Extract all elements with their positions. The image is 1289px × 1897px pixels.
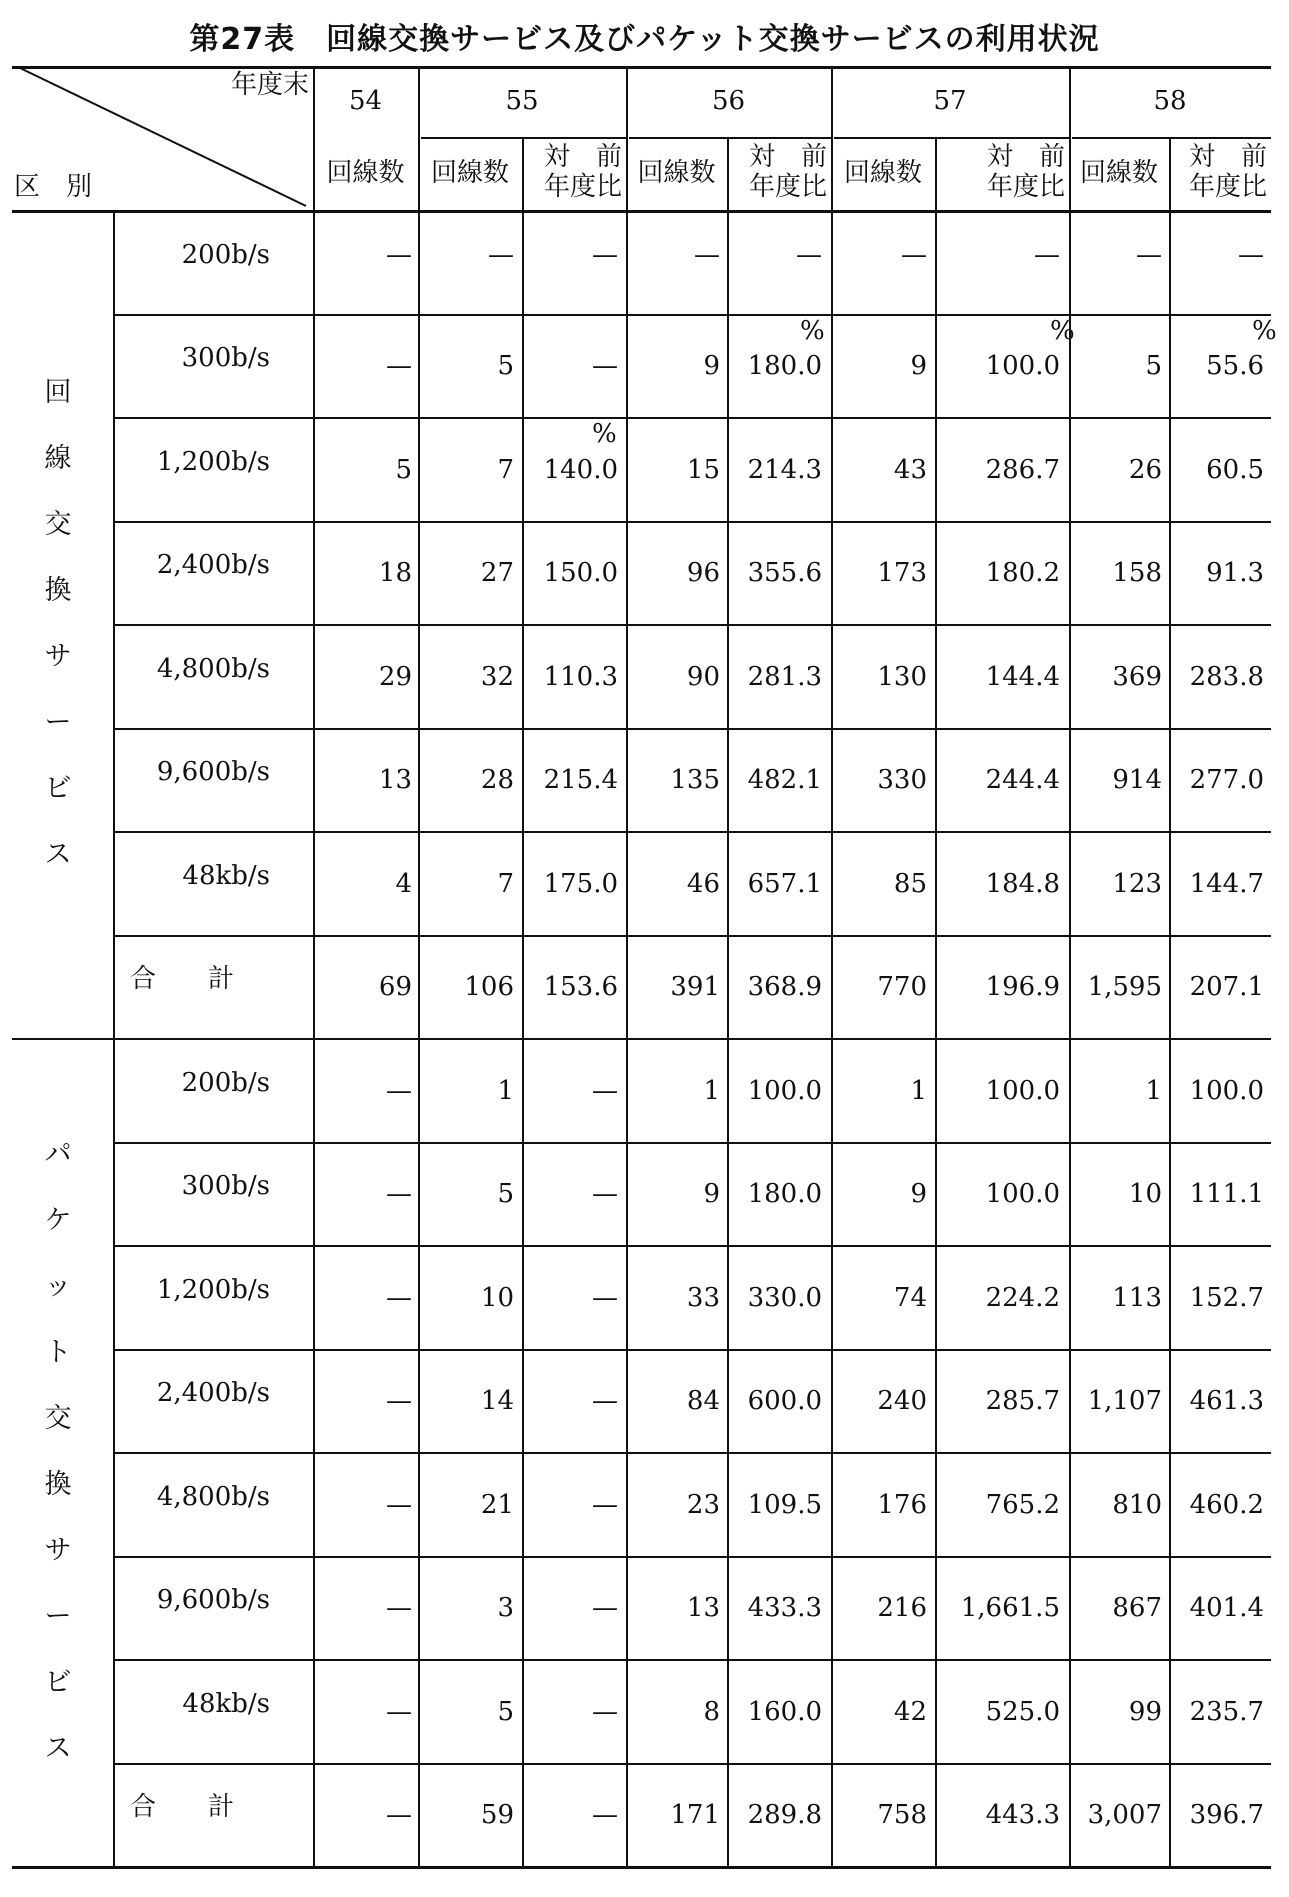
value-lines: 10 (480, 1282, 514, 1313)
value-ratio: 277.0 (1189, 765, 1264, 796)
value-ratio: 244.4 (985, 765, 1060, 796)
value-ratio: 525.0 (985, 1696, 1060, 1727)
empty-value-dash: — (901, 239, 927, 270)
value-lines: 369 (1112, 661, 1162, 692)
empty-value-dash: — (386, 239, 412, 270)
value-lines: 9 (910, 351, 927, 382)
value-ratio: 286.7 (985, 454, 1060, 485)
value-lines: 1 (703, 1075, 720, 1106)
empty-value-dash: — (386, 351, 412, 382)
section-label-char: ビ (44, 1667, 72, 1698)
column-header-ratio-bottom: 年度比 (543, 172, 622, 202)
corner-label-category: 区 別 (14, 172, 93, 202)
column-header-ratio-top: 対 前 (1188, 142, 1267, 172)
row-label-speed: 4,800b/s (156, 653, 270, 684)
value-lines: 240 (877, 1386, 927, 1417)
empty-value-dash: — (1136, 239, 1162, 270)
empty-value-dash: — (1034, 239, 1060, 270)
row-label-speed: 2,400b/s (156, 550, 270, 581)
value-lines: 5 (497, 1696, 514, 1727)
value-lines: 1 (1145, 1075, 1162, 1106)
value-lines: 158 (1112, 558, 1162, 589)
row-rule (113, 1452, 1271, 1454)
value-ratio: 150.0 (543, 558, 618, 589)
value-lines: 5 (1145, 351, 1162, 382)
value-lines: 23 (686, 1489, 720, 1520)
value-lines: 21 (480, 1489, 514, 1520)
value-lines: 113 (1112, 1282, 1162, 1313)
year-header: 56 (711, 86, 746, 116)
value-lines: 770 (877, 972, 927, 1003)
empty-value-dash: — (592, 1800, 618, 1831)
value-ratio: 184.8 (985, 868, 1060, 899)
corner-diagonal (0, 0, 1289, 260)
year-header: 55 (505, 86, 539, 116)
empty-value-dash: — (386, 1696, 412, 1727)
value-ratio: 215.4 (543, 765, 618, 796)
empty-value-dash: — (488, 239, 514, 270)
section-label-char: 交 (44, 509, 72, 540)
empty-value-dash: — (592, 1696, 618, 1727)
row-label-total: 合 計 (130, 1792, 235, 1823)
value-ratio: 283.8 (1189, 661, 1264, 692)
empty-value-dash: — (386, 1075, 412, 1106)
value-ratio: 109.5 (747, 1489, 822, 1520)
row-label-speed: 1,200b/s (156, 446, 270, 477)
value-ratio: 160.0 (747, 1696, 822, 1727)
value-lines: 135 (670, 765, 720, 796)
column-header-lines: 回線数 (430, 158, 509, 188)
empty-value-dash: — (386, 1282, 412, 1313)
value-ratio: 600.0 (747, 1386, 822, 1417)
year-header: 58 (1153, 86, 1187, 116)
value-ratio: 180.0 (747, 351, 822, 382)
value-ratio: 482.1 (747, 765, 822, 796)
value-lines: 914 (1112, 765, 1162, 796)
row-label-speed: 200b/s (181, 239, 270, 270)
section-label-char: ケ (44, 1205, 72, 1236)
row-rule (113, 1245, 1271, 1247)
value-lines: 59 (480, 1800, 514, 1831)
year-header: 57 (933, 86, 967, 116)
value-ratio: 100.0 (747, 1075, 822, 1106)
value-ratio: 214.3 (747, 454, 822, 485)
value-ratio: 100.0 (985, 1179, 1060, 1210)
row-label-speed: 200b/s (181, 1067, 270, 1098)
value-lines: 867 (1112, 1593, 1162, 1624)
value-lines: 32 (480, 661, 514, 692)
row-label-speed: 48kb/s (182, 1688, 270, 1719)
section-label-packet-switching (38, 1122, 78, 1782)
value-lines: 7 (497, 454, 514, 485)
column-header-ratio-top: 対 前 (986, 142, 1065, 172)
value-ratio: 100.0 (1189, 1075, 1264, 1106)
value-ratio: 140.0 (543, 454, 618, 485)
value-lines: 758 (877, 1800, 927, 1831)
value-ratio: 657.1 (747, 868, 822, 899)
empty-value-dash: — (1238, 239, 1264, 270)
value-ratio: 153.6 (543, 972, 618, 1003)
value-lines: 84 (686, 1386, 720, 1417)
value-ratio: 144.4 (985, 661, 1060, 692)
section-label-char: ー (44, 1601, 72, 1632)
value-ratio: 152.7 (1189, 1282, 1264, 1313)
value-lines: 85 (893, 868, 927, 899)
value-lines: 4 (395, 868, 412, 899)
value-lines: 99 (1128, 1696, 1162, 1727)
value-lines: 810 (1112, 1489, 1162, 1520)
value-ratio: 100.0 (985, 1075, 1060, 1106)
value-lines: 10 (1128, 1179, 1162, 1210)
value-ratio: 765.2 (985, 1489, 1060, 1520)
value-ratio: 180.2 (985, 558, 1060, 589)
row-rule (113, 417, 1271, 419)
row-label-speed: 300b/s (181, 343, 270, 374)
section-label-char: サ (44, 1535, 72, 1566)
section-label-char: 回 (44, 377, 72, 408)
value-ratio: 224.2 (985, 1282, 1060, 1313)
value-lines: 15 (686, 454, 720, 485)
section-label-circuit-switching (38, 360, 78, 888)
value-ratio: 91.3 (1206, 558, 1264, 589)
row-label-speed: 2,400b/s (156, 1378, 270, 1409)
row-rule (113, 728, 1271, 730)
value-lines: 5 (497, 1179, 514, 1210)
value-lines: 46 (686, 868, 720, 899)
value-lines: 33 (686, 1282, 720, 1313)
value-lines: 176 (877, 1489, 927, 1520)
value-ratio: 100.0 (985, 351, 1060, 382)
section-label-char: 線 (44, 443, 72, 474)
value-lines: 29 (378, 661, 412, 692)
value-lines: 130 (877, 661, 927, 692)
value-ratio: 55.6 (1206, 351, 1264, 382)
empty-value-dash: — (386, 1386, 412, 1417)
column-header-lines: 回線数 (1079, 158, 1158, 188)
value-ratio: 175.0 (543, 868, 618, 899)
row-label-speed: 1,200b/s (156, 1274, 270, 1305)
column-header-ratio-bottom: 年度比 (986, 172, 1065, 202)
value-ratio: 180.0 (747, 1179, 822, 1210)
value-lines: 90 (686, 661, 720, 692)
section-label-char: ー (44, 707, 72, 738)
section-label-char: ス (44, 839, 72, 870)
value-lines: 14 (480, 1386, 514, 1417)
empty-value-dash: — (592, 1489, 618, 1520)
row-label-speed: 9,600b/s (156, 757, 270, 788)
row-rule (113, 1763, 1271, 1765)
value-lines: 173 (877, 558, 927, 589)
row-rule (113, 624, 1271, 626)
section-label-char: 換 (44, 575, 72, 606)
empty-value-dash: — (796, 239, 822, 270)
value-lines: 26 (1128, 454, 1162, 485)
value-lines: 1 (910, 1075, 927, 1106)
value-lines: 9 (703, 1179, 720, 1210)
section-label-char: ト (44, 1337, 72, 1368)
value-lines: 18 (378, 558, 412, 589)
row-rule (113, 521, 1271, 523)
percent-unit-marker: % (1050, 315, 1075, 346)
value-ratio: 330.0 (747, 1282, 822, 1313)
percent-unit-marker: % (800, 315, 825, 346)
empty-value-dash: — (386, 1800, 412, 1831)
column-header-ratio-top: 対 前 (748, 142, 827, 172)
value-lines: 96 (686, 558, 720, 589)
value-lines: 9 (910, 1179, 927, 1210)
value-lines: 28 (480, 765, 514, 796)
value-ratio: 196.9 (985, 972, 1060, 1003)
section-label-char: ビ (44, 773, 72, 804)
percent-unit-marker: % (592, 419, 617, 449)
value-ratio: 285.7 (985, 1386, 1060, 1417)
empty-value-dash: — (386, 1593, 412, 1624)
row-rule (113, 935, 1271, 937)
value-ratio: 461.3 (1189, 1386, 1264, 1417)
percent-unit-marker: % (1252, 315, 1277, 346)
row-rule (113, 1659, 1271, 1661)
value-lines: 69 (378, 972, 412, 1003)
value-ratio: 111.1 (1189, 1179, 1264, 1210)
section-label-char: 換 (44, 1469, 72, 1500)
row-label-speed: 300b/s (181, 1171, 270, 1202)
value-ratio: 60.5 (1206, 454, 1264, 485)
value-ratio: 207.1 (1189, 972, 1264, 1003)
value-lines: 171 (670, 1800, 720, 1831)
section-label-char: ッ (44, 1271, 72, 1302)
value-lines: 13 (378, 765, 412, 796)
value-lines: 106 (464, 972, 514, 1003)
value-ratio: 443.3 (985, 1800, 1060, 1831)
table-title: 第27表 回線交換サービス及びパケット交換サービスの利用状況 (189, 22, 1100, 57)
value-lines: 216 (877, 1593, 927, 1624)
column-header-ratio-bottom: 年度比 (1188, 172, 1267, 202)
value-ratio: 281.3 (747, 661, 822, 692)
row-label-speed: 4,800b/s (156, 1481, 270, 1512)
empty-value-dash: — (386, 1179, 412, 1210)
value-ratio: 460.2 (1189, 1489, 1264, 1520)
row-rule (113, 1556, 1271, 1558)
empty-value-dash: — (592, 1282, 618, 1313)
value-lines: 1,595 (1087, 972, 1162, 1003)
corner-label-fiscal-year: 年度末 (230, 70, 309, 100)
value-ratio: 144.7 (1189, 868, 1264, 899)
row-rule (113, 1142, 1271, 1144)
value-lines: 5 (395, 454, 412, 485)
row-rule (113, 831, 1271, 833)
empty-value-dash: — (592, 239, 618, 270)
value-lines: 1 (497, 1075, 514, 1106)
section-label-char: 交 (44, 1403, 72, 1434)
value-lines: 3 (497, 1593, 514, 1624)
section-label-char: パ (44, 1139, 72, 1170)
value-lines: 391 (670, 972, 720, 1003)
value-ratio: 110.3 (543, 661, 618, 692)
value-ratio: 355.6 (747, 558, 822, 589)
section-label-char: ス (44, 1733, 72, 1764)
column-header-ratio-top: 対 前 (543, 142, 622, 172)
empty-value-dash: — (386, 1489, 412, 1520)
value-lines: 1,107 (1087, 1386, 1162, 1417)
value-lines: 43 (893, 454, 927, 485)
value-ratio: 396.7 (1189, 1800, 1264, 1831)
empty-value-dash: — (694, 239, 720, 270)
value-ratio: 433.3 (747, 1593, 822, 1624)
value-lines: 8 (703, 1696, 720, 1727)
year-header: 54 (348, 86, 383, 116)
value-lines: 3,007 (1087, 1800, 1162, 1831)
value-lines: 5 (497, 351, 514, 382)
table-bottom-rule (12, 1866, 1271, 1869)
value-ratio: 1,661.5 (960, 1593, 1060, 1624)
value-lines: 42 (893, 1696, 927, 1727)
row-rule (113, 314, 1271, 316)
row-label-speed: 9,600b/s (156, 1585, 270, 1616)
empty-value-dash: — (592, 1179, 618, 1210)
value-lines: 330 (877, 765, 927, 796)
value-lines: 13 (686, 1593, 720, 1624)
section-divider-rule (12, 1038, 1271, 1040)
value-lines: 7 (497, 868, 514, 899)
value-ratio: 289.8 (747, 1800, 822, 1831)
value-ratio: 368.9 (747, 972, 822, 1003)
row-label-total: 合 計 (130, 964, 235, 995)
column-header-ratio-bottom: 年度比 (748, 172, 827, 202)
column-header-lines: 回線数 (326, 158, 405, 188)
empty-value-dash: — (592, 351, 618, 382)
value-ratio: 235.7 (1189, 1696, 1264, 1727)
empty-value-dash: — (592, 1386, 618, 1417)
value-lines: 9 (703, 351, 720, 382)
row-rule (113, 1349, 1271, 1351)
row-label-speed: 48kb/s (182, 860, 270, 891)
value-lines: 123 (1112, 868, 1162, 899)
empty-value-dash: — (592, 1593, 618, 1624)
column-header-lines: 回線数 (637, 158, 716, 188)
column-header-lines: 回線数 (843, 158, 922, 188)
value-lines: 74 (893, 1282, 927, 1313)
value-ratio: 401.4 (1189, 1593, 1264, 1624)
section-label-char: サ (44, 641, 72, 672)
value-lines: 27 (480, 558, 514, 589)
empty-value-dash: — (592, 1075, 618, 1106)
